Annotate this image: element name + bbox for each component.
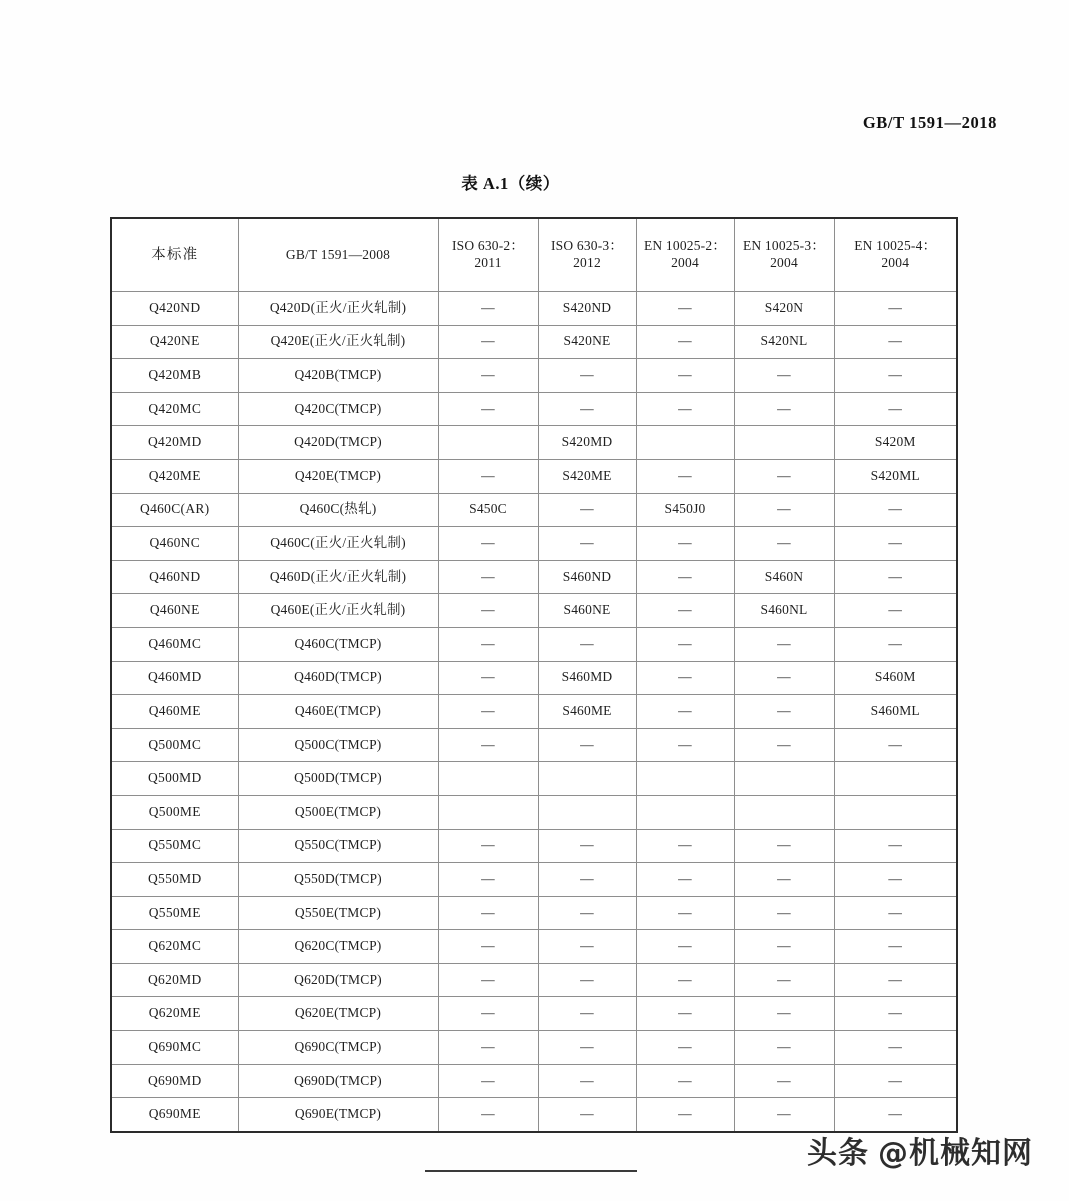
table-caption-text: 表 A.1（续）	[461, 174, 560, 193]
cell-grade: Q460NC	[111, 527, 238, 561]
cell-grade: Q460ME	[111, 695, 238, 729]
cell-legacy-grade: Q690D(TMCP)	[238, 1064, 438, 1098]
table-container	[110, 217, 956, 1133]
cell-grade: Q460NE	[111, 594, 238, 628]
cell-equivalent-grade: —	[636, 863, 734, 897]
table-header	[111, 218, 957, 292]
table-row	[111, 795, 957, 829]
cell-equivalent-grade: —	[538, 392, 636, 426]
cell-equivalent-grade	[438, 795, 538, 829]
table-row	[111, 661, 957, 695]
cell-equivalent-grade: —	[438, 661, 538, 695]
cell-equivalent-grade: —	[636, 997, 734, 1031]
cell-equivalent-grade: —	[834, 829, 957, 863]
cell-legacy-grade: Q620C(TMCP)	[238, 930, 438, 964]
cell-grade: Q500MC	[111, 728, 238, 762]
cell-equivalent-grade: —	[636, 896, 734, 930]
cell-grade: Q420MD	[111, 426, 238, 460]
table-row	[111, 359, 957, 393]
cell-legacy-grade: Q550E(TMCP)	[238, 896, 438, 930]
cell-equivalent-grade: —	[834, 392, 957, 426]
column-header-line1: EN 10025-4：	[854, 238, 937, 254]
cell-equivalent-grade: —	[734, 359, 834, 393]
cell-equivalent-grade: —	[438, 1031, 538, 1065]
table-row	[111, 1064, 957, 1098]
cell-equivalent-grade: —	[538, 930, 636, 964]
cell-equivalent-grade: —	[538, 863, 636, 897]
cell-equivalent-grade: —	[834, 560, 957, 594]
cell-equivalent-grade: —	[438, 896, 538, 930]
cell-equivalent-grade: —	[734, 493, 834, 527]
cell-legacy-grade: Q420B(TMCP)	[238, 359, 438, 393]
cell-equivalent-grade: —	[636, 560, 734, 594]
cell-equivalent-grade: S460ND	[538, 560, 636, 594]
table-row	[111, 1031, 957, 1065]
table-row	[111, 728, 957, 762]
table-row	[111, 930, 957, 964]
cell-equivalent-grade: —	[636, 1098, 734, 1132]
cell-equivalent-grade: —	[438, 997, 538, 1031]
column-header-local-standard	[111, 218, 238, 292]
cell-equivalent-grade: —	[636, 392, 734, 426]
cell-grade: Q690ME	[111, 1098, 238, 1132]
table-header-row	[111, 218, 957, 292]
cell-legacy-grade: Q460C(TMCP)	[238, 627, 438, 661]
footer-divider-rule	[425, 1170, 637, 1172]
table-caption	[0, 170, 1069, 194]
watermark-handle: @机械知网	[878, 1136, 1033, 1171]
cell-equivalent-grade	[834, 795, 957, 829]
column-header-line2: 2004	[770, 255, 798, 270]
table-row	[111, 997, 957, 1031]
cell-equivalent-grade: —	[438, 930, 538, 964]
watermark	[807, 1128, 1033, 1172]
table-body	[111, 292, 957, 1132]
cell-equivalent-grade	[734, 762, 834, 796]
cell-equivalent-grade: —	[834, 1098, 957, 1132]
cell-equivalent-grade: —	[834, 325, 957, 359]
cell-equivalent-grade: —	[834, 1031, 957, 1065]
cell-equivalent-grade: —	[538, 728, 636, 762]
table-row	[111, 426, 957, 460]
cell-equivalent-grade: —	[438, 392, 538, 426]
table-row	[111, 627, 957, 661]
table-row	[111, 392, 957, 426]
cell-legacy-grade: Q690E(TMCP)	[238, 1098, 438, 1132]
cell-equivalent-grade: —	[636, 963, 734, 997]
cell-equivalent-grade: —	[734, 930, 834, 964]
cell-grade: Q420ME	[111, 459, 238, 493]
cell-equivalent-grade: —	[538, 1031, 636, 1065]
table-row	[111, 863, 957, 897]
cell-equivalent-grade: —	[538, 627, 636, 661]
cell-equivalent-grade: —	[636, 695, 734, 729]
cell-equivalent-grade: —	[438, 292, 538, 326]
cell-legacy-grade: Q420C(TMCP)	[238, 392, 438, 426]
cell-equivalent-grade	[834, 762, 957, 796]
cell-equivalent-grade: —	[636, 594, 734, 628]
cell-legacy-grade: Q460E(正火/正火轧制)	[238, 594, 438, 628]
cell-legacy-grade: Q550D(TMCP)	[238, 863, 438, 897]
column-header-line2: 2011	[474, 255, 502, 270]
column-header-gbt-1591-2008	[238, 218, 438, 292]
cell-equivalent-grade: —	[636, 325, 734, 359]
cell-equivalent-grade: —	[538, 359, 636, 393]
table-row	[111, 292, 957, 326]
cell-grade: Q460ND	[111, 560, 238, 594]
cell-equivalent-grade: S420MD	[538, 426, 636, 460]
cell-equivalent-grade: —	[438, 829, 538, 863]
cell-equivalent-grade	[636, 795, 734, 829]
cell-equivalent-grade: —	[834, 493, 957, 527]
cell-equivalent-grade: —	[834, 997, 957, 1031]
cell-grade: Q550MD	[111, 863, 238, 897]
cell-equivalent-grade	[734, 426, 834, 460]
cell-equivalent-grade: —	[438, 1098, 538, 1132]
column-header-iso-630-2	[438, 218, 538, 292]
cell-legacy-grade: Q690C(TMCP)	[238, 1031, 438, 1065]
cell-equivalent-grade: —	[834, 594, 957, 628]
cell-equivalent-grade: —	[834, 627, 957, 661]
cell-equivalent-grade: S420N	[734, 292, 834, 326]
cell-equivalent-grade: —	[636, 661, 734, 695]
cell-equivalent-grade: —	[734, 997, 834, 1031]
cell-equivalent-grade	[438, 762, 538, 796]
column-header-en-10025-3	[734, 218, 834, 292]
cell-grade: Q620MC	[111, 930, 238, 964]
cell-equivalent-grade: —	[734, 896, 834, 930]
column-header-line1: ISO 630-2：	[451, 238, 525, 254]
cell-legacy-grade: Q620D(TMCP)	[238, 963, 438, 997]
running-header-standard-code: GB/T 1591—2018	[862, 113, 997, 132]
cell-equivalent-grade: —	[538, 829, 636, 863]
cell-equivalent-grade: —	[636, 359, 734, 393]
cell-equivalent-grade: —	[636, 627, 734, 661]
cell-equivalent-grade	[438, 426, 538, 460]
column-header-line2: 2012	[573, 255, 601, 270]
cell-equivalent-grade: S420ME	[538, 459, 636, 493]
cell-equivalent-grade: —	[636, 459, 734, 493]
cell-equivalent-grade: —	[438, 527, 538, 561]
cell-equivalent-grade: —	[636, 1064, 734, 1098]
cell-legacy-grade: Q460D(TMCP)	[238, 661, 438, 695]
column-header-en-10025-4	[834, 218, 957, 292]
cell-equivalent-grade: —	[636, 292, 734, 326]
watermark-brand: 头条	[807, 1136, 869, 1171]
cell-equivalent-grade: —	[834, 359, 957, 393]
cell-equivalent-grade: S420ND	[538, 292, 636, 326]
column-header-line1: EN 10025-2：	[643, 238, 727, 254]
cell-equivalent-grade: S420ML	[834, 459, 957, 493]
cell-equivalent-grade: —	[834, 292, 957, 326]
cell-equivalent-grade: —	[636, 1031, 734, 1065]
cell-equivalent-grade: —	[734, 728, 834, 762]
cell-legacy-grade: Q620E(TMCP)	[238, 997, 438, 1031]
cell-grade: Q420MC	[111, 392, 238, 426]
column-header-line1: EN 10025-3：	[742, 238, 826, 254]
cell-grade: Q690MC	[111, 1031, 238, 1065]
cell-grade: Q620ME	[111, 997, 238, 1031]
cell-equivalent-grade: —	[834, 930, 957, 964]
cell-grade: Q420MB	[111, 359, 238, 393]
cell-grade: Q690MD	[111, 1064, 238, 1098]
cell-equivalent-grade: —	[834, 728, 957, 762]
cell-legacy-grade: Q420D(TMCP)	[238, 426, 438, 460]
cell-equivalent-grade: —	[734, 527, 834, 561]
cell-legacy-grade: Q420D(正火/正火轧制)	[238, 292, 438, 326]
cell-equivalent-grade: S420M	[834, 426, 957, 460]
cell-grade: Q420NE	[111, 325, 238, 359]
cell-equivalent-grade: —	[636, 728, 734, 762]
cell-grade: Q500MD	[111, 762, 238, 796]
column-header-iso-630-3	[538, 218, 636, 292]
cell-equivalent-grade: —	[834, 963, 957, 997]
cell-equivalent-grade	[538, 762, 636, 796]
cell-equivalent-grade: —	[438, 863, 538, 897]
cell-legacy-grade: Q500E(TMCP)	[238, 795, 438, 829]
cell-equivalent-grade: S460NL	[734, 594, 834, 628]
cell-equivalent-grade: —	[734, 459, 834, 493]
cell-equivalent-grade: S420NE	[538, 325, 636, 359]
table-row	[111, 1098, 957, 1132]
cell-equivalent-grade: —	[734, 695, 834, 729]
cell-equivalent-grade: —	[538, 493, 636, 527]
cell-legacy-grade: Q500C(TMCP)	[238, 728, 438, 762]
cell-equivalent-grade: —	[438, 1064, 538, 1098]
cell-equivalent-grade	[734, 795, 834, 829]
cell-equivalent-grade	[538, 795, 636, 829]
cell-equivalent-grade: —	[734, 1031, 834, 1065]
cell-equivalent-grade: —	[538, 1098, 636, 1132]
cell-equivalent-grade: —	[538, 997, 636, 1031]
cell-equivalent-grade: S460NE	[538, 594, 636, 628]
column-header-line1: GB/T 1591—2008	[285, 246, 391, 262]
standards-comparison-table	[110, 217, 958, 1133]
cell-equivalent-grade: —	[438, 560, 538, 594]
cell-equivalent-grade: S450C	[438, 493, 538, 527]
cell-equivalent-grade	[636, 762, 734, 796]
table-row	[111, 493, 957, 527]
cell-equivalent-grade: —	[636, 829, 734, 863]
cell-legacy-grade: Q460C(正火/正火轧制)	[238, 527, 438, 561]
cell-equivalent-grade: —	[734, 627, 834, 661]
cell-equivalent-grade: —	[636, 527, 734, 561]
cell-equivalent-grade: —	[438, 594, 538, 628]
column-header-en-10025-2	[636, 218, 734, 292]
cell-equivalent-grade: —	[538, 1064, 636, 1098]
cell-equivalent-grade	[636, 426, 734, 460]
cell-grade: Q460MD	[111, 661, 238, 695]
table-row	[111, 594, 957, 628]
cell-equivalent-grade: —	[438, 627, 538, 661]
cell-equivalent-grade: S460ME	[538, 695, 636, 729]
table-row	[111, 963, 957, 997]
cell-equivalent-grade: —	[734, 392, 834, 426]
cell-equivalent-grade: —	[734, 1064, 834, 1098]
cell-equivalent-grade: —	[734, 829, 834, 863]
table-row	[111, 829, 957, 863]
cell-equivalent-grade: —	[538, 896, 636, 930]
cell-equivalent-grade: —	[834, 1064, 957, 1098]
cell-grade: Q500ME	[111, 795, 238, 829]
table-row	[111, 695, 957, 729]
cell-equivalent-grade: —	[834, 896, 957, 930]
cell-equivalent-grade: —	[834, 527, 957, 561]
cell-equivalent-grade: —	[734, 661, 834, 695]
cell-equivalent-grade: S420NL	[734, 325, 834, 359]
cell-legacy-grade: Q420E(TMCP)	[238, 459, 438, 493]
column-header-line1: ISO 630-3：	[550, 238, 624, 254]
cell-equivalent-grade: —	[734, 963, 834, 997]
cell-grade: Q620MD	[111, 963, 238, 997]
column-header-line1: 本标准	[151, 246, 199, 263]
cell-legacy-grade: Q420E(正火/正火轧制)	[238, 325, 438, 359]
column-header-line2: 2004	[671, 255, 699, 270]
cell-legacy-grade: Q460C(热轧)	[238, 493, 438, 527]
cell-equivalent-grade: —	[834, 863, 957, 897]
cell-equivalent-grade: S460N	[734, 560, 834, 594]
table-row	[111, 762, 957, 796]
table-row	[111, 560, 957, 594]
table-row	[111, 325, 957, 359]
cell-equivalent-grade: S460M	[834, 661, 957, 695]
cell-grade: Q420ND	[111, 292, 238, 326]
cell-grade: Q550MC	[111, 829, 238, 863]
cell-equivalent-grade: S460MD	[538, 661, 636, 695]
cell-equivalent-grade: —	[438, 359, 538, 393]
cell-equivalent-grade: —	[438, 695, 538, 729]
cell-legacy-grade: Q460D(正火/正火轧制)	[238, 560, 438, 594]
cell-equivalent-grade: —	[438, 459, 538, 493]
table-row	[111, 459, 957, 493]
cell-legacy-grade: Q460E(TMCP)	[238, 695, 438, 729]
column-header-line2: 2004	[881, 255, 910, 270]
cell-equivalent-grade: —	[438, 963, 538, 997]
cell-equivalent-grade: —	[538, 527, 636, 561]
cell-grade: Q460MC	[111, 627, 238, 661]
cell-equivalent-grade: —	[438, 325, 538, 359]
cell-equivalent-grade: S460ML	[834, 695, 957, 729]
cell-legacy-grade: Q500D(TMCP)	[238, 762, 438, 796]
cell-equivalent-grade: —	[734, 863, 834, 897]
cell-equivalent-grade: —	[538, 963, 636, 997]
table-row	[111, 896, 957, 930]
cell-equivalent-grade: —	[734, 1098, 834, 1132]
cell-legacy-grade: Q550C(TMCP)	[238, 829, 438, 863]
table-row	[111, 527, 957, 561]
cell-equivalent-grade: —	[438, 728, 538, 762]
cell-grade: Q550ME	[111, 896, 238, 930]
cell-equivalent-grade: S450J0	[636, 493, 734, 527]
cell-grade: Q460C(AR)	[111, 493, 238, 527]
cell-equivalent-grade: —	[636, 930, 734, 964]
